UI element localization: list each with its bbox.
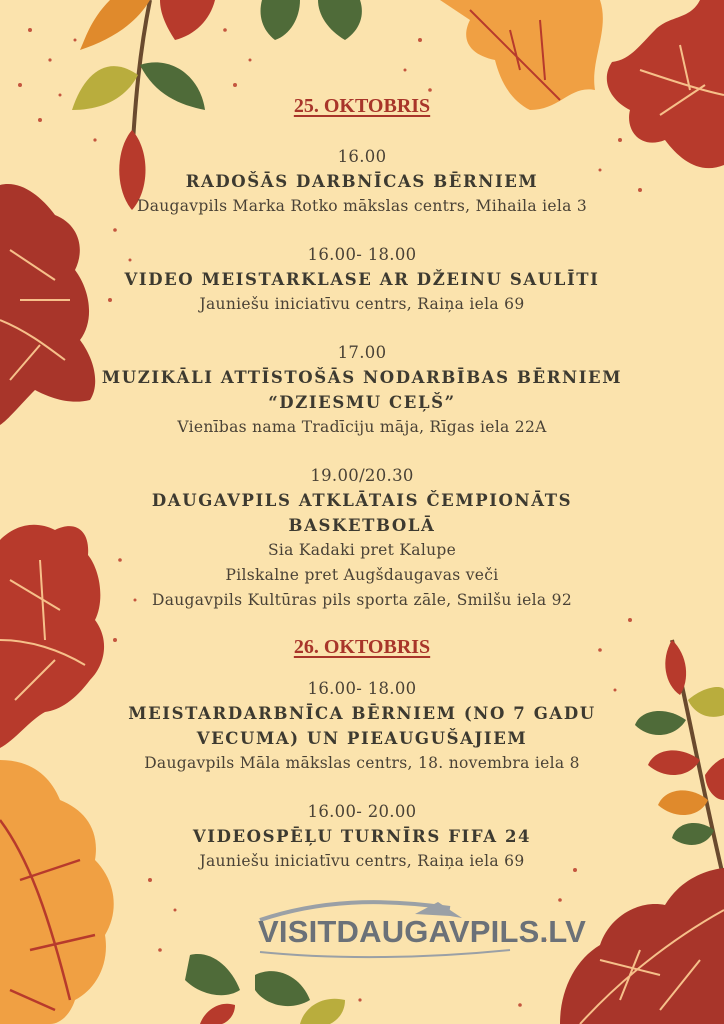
event-location: Jauniešu iniciatīvu centrs, Raiņa iela 69 bbox=[199, 852, 525, 870]
event-location: Daugavpils Māla mākslas centrs, 18. novembra iela 8 bbox=[144, 754, 580, 772]
right-branch bbox=[635, 640, 724, 880]
event-title: VIDEOSPĒĻU TURNĪRS FIFA 24 bbox=[192, 827, 532, 846]
event-location: Vienības nama Tradīciju māja, Rīgas iela 22A bbox=[177, 418, 547, 436]
left-red-maple-leaf bbox=[0, 184, 95, 425]
top-right-red-leaf bbox=[607, 0, 724, 168]
date-heading-25-oktobris: 25. OKTOBRIS bbox=[293, 95, 431, 117]
event-title-line-2: BASKETBOLĀ bbox=[288, 516, 436, 535]
top-green-leaf-2 bbox=[318, 0, 362, 40]
event-time: 16.00- 18.00 bbox=[307, 245, 417, 264]
event-match-2: Pilskalne pret Augšdaugavas veči bbox=[225, 566, 499, 584]
event-location: Jauniešu iniciatīvu centrs, Raiņa iela 69 bbox=[199, 295, 525, 313]
event-location: Daugavpils Kultūras pils sporta zāle, Smilšu iela 92 bbox=[151, 591, 572, 609]
event-time: 17.00 bbox=[337, 343, 387, 362]
event-time: 16.00- 20.00 bbox=[307, 802, 417, 821]
event-title: VIDEO MEISTARKLASE AR DŽEINU SAULĪTI bbox=[124, 270, 600, 289]
event-title: RADOŠĀS DARBNĪCAS BĒRNIEM bbox=[185, 172, 539, 191]
visitdaugavpils-logo bbox=[200, 896, 586, 966]
bottom-left-orange-leaf bbox=[0, 760, 114, 1024]
event-card bbox=[100, 676, 624, 776]
bottom-green-leaf-2 bbox=[255, 971, 310, 1006]
event-card bbox=[100, 799, 624, 874]
event-time: 16.00 bbox=[337, 147, 387, 166]
event-match-1: Sia Kadaki pret Kalupe bbox=[267, 541, 457, 559]
event-schedule bbox=[100, 92, 624, 874]
event-time: 16.00- 18.00 bbox=[307, 679, 417, 698]
event-location: Daugavpils Marka Rotko mākslas centrs, Mihaila iela 3 bbox=[136, 197, 588, 215]
event-card bbox=[100, 144, 624, 219]
event-title-line-2: VECUMA) UN PIEAUGUŠAJIEM bbox=[196, 729, 528, 748]
bottom-red-leaf-small bbox=[200, 1004, 235, 1024]
event-card bbox=[100, 340, 624, 440]
event-title: MEISTARDARBNĪCA BĒRNIEM (NO 7 GADU bbox=[128, 704, 596, 723]
event-title-line-2: “DZIESMU CEĻŠ” bbox=[268, 393, 456, 412]
event-card bbox=[100, 463, 624, 613]
event-title: MUZIKĀLI ATTĪSTOŠĀS NODARBĪBAS BĒRNIEM bbox=[101, 368, 623, 387]
logo-text: VISITDAUGAVPILS.LV bbox=[258, 914, 586, 949]
event-card bbox=[100, 242, 624, 317]
top-green-leaf-1 bbox=[261, 0, 300, 40]
bottom-olive-leaf bbox=[300, 999, 345, 1024]
event-title: DAUGAVPILS ATKLĀTAIS ČEMPIONĀTS bbox=[151, 491, 573, 510]
left-lower-red-leaf bbox=[0, 525, 104, 748]
date-heading-26-oktobris: 26. OKTOBRIS bbox=[293, 636, 431, 658]
event-time: 19.00/20.30 bbox=[310, 466, 414, 485]
